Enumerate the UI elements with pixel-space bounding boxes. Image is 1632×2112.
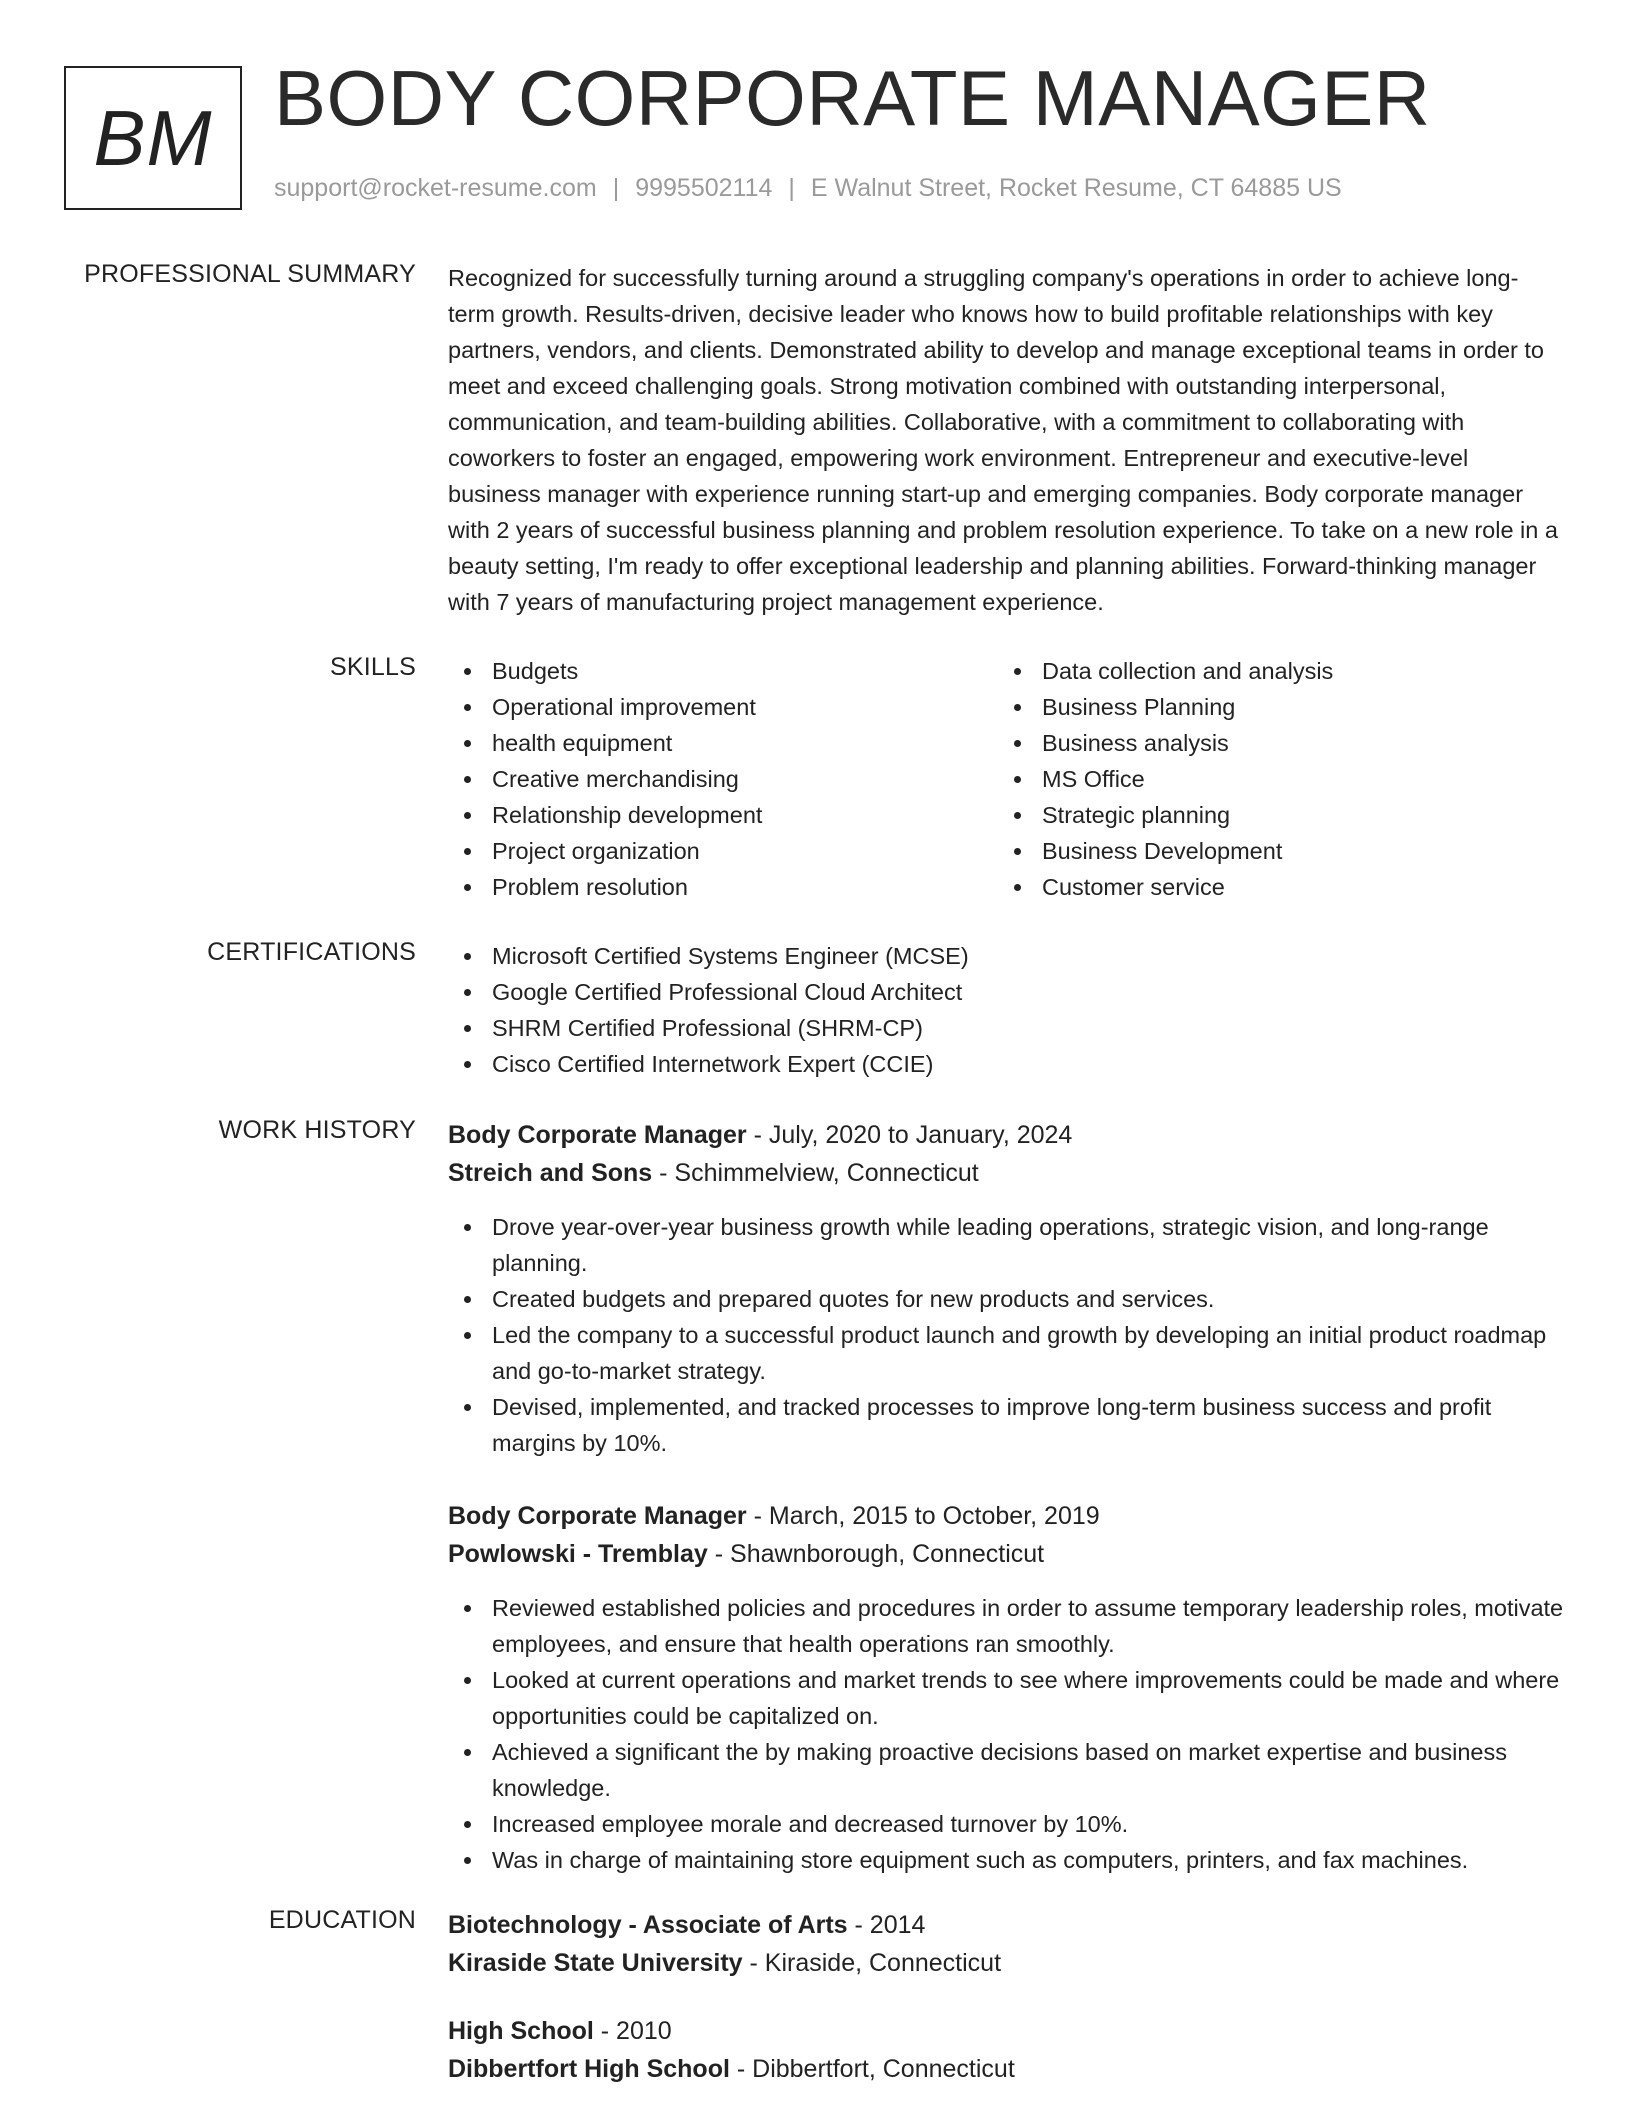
skill-item: Customer service — [998, 869, 1548, 905]
education-degree: Biotechnology - Associate of Arts — [448, 1911, 848, 1939]
skills-list-right — [998, 653, 1548, 905]
job-dates: - July, 2020 to January, 2024 — [746, 1121, 1073, 1149]
job-company: Powlowski - Tremblay — [448, 1540, 708, 1568]
skills-heading: SKILLS — [330, 653, 416, 681]
monogram-logo: BM — [64, 66, 242, 210]
skill-item: Strategic planning — [998, 797, 1548, 833]
job-title: Body Corporate Manager — [448, 1121, 747, 1149]
skill-item: Creative merchandising — [448, 761, 998, 797]
job-bullet: Increased employee morale and decreased turnover by 10%. — [448, 1806, 1564, 1842]
skill-item: Project organization — [448, 833, 998, 869]
education-location: - Kiraside, Connecticut — [742, 1949, 1002, 1977]
skill-item: Budgets — [448, 653, 998, 689]
education-degree: High School — [448, 2017, 594, 2045]
summary-heading: PROFESSIONAL SUMMARY — [84, 260, 416, 288]
education-degree-line — [448, 1906, 1564, 1944]
job-bullet: Drove year-over-year business growth while leading operations, strategic vision, and long-range planning. — [448, 1209, 1564, 1281]
job-dates: - March, 2015 to October, 2019 — [746, 1502, 1100, 1530]
contact-separator: | — [788, 174, 795, 202]
job-bullet: Was in charge of maintaining store equipment such as computers, printers, and fax machines. — [448, 1842, 1564, 1878]
job-bullets — [448, 1590, 1564, 1878]
skill-item: Operational improvement — [448, 689, 998, 725]
job-bullet: Devised, implemented, and tracked processes to improve long-term business success and profit margins by 10%. — [448, 1389, 1564, 1461]
summary-text: Recognized for successfully turning around a struggling company's operations in order to achieve long-term growth. Results-driven, decisive leader who knows how to build profitable relationships with key partners, vendors, and clients. Demonstrated ability to develop and manage exceptional teams in order to meet and exceed challenging goals. Strong motivation combined with outstanding interpersonal, communication, and team-building abilities. Collaborative, with a commitment to collaborating with coworkers to foster an engaged, empowering work environment. Entrepreneur and executive-level business manager with experience running start-up and emerging companies. Body corporate manager with 2 years of successful business planning and problem resolution experience. To take on a new role in a beauty setting, I'm ready to offer exceptional leadership and planning abilities. Forward-thinking manager with 7 years of manufacturing project management experience. — [448, 265, 1558, 615]
job-location: - Shawnborough, Connecticut — [707, 1540, 1045, 1568]
education-entry — [448, 2012, 1564, 2088]
contact-separator: | — [612, 174, 620, 202]
job-bullets — [448, 1209, 1564, 1461]
certification-item: Microsoft Certified Systems Engineer (MCSE) — [448, 938, 1564, 974]
education-entry — [448, 1906, 1564, 1982]
email-text[interactable]: support@rocket-resume.com — [274, 174, 597, 202]
certification-item: Cisco Certified Internetwork Expert (CCIE) — [448, 1046, 1564, 1082]
certifications-body — [448, 938, 1564, 1082]
skill-item: health equipment — [448, 725, 998, 761]
contact-line — [274, 174, 1342, 203]
certifications-heading: CERTIFICATIONS — [207, 938, 416, 966]
address-text: E Walnut Street, Rocket Resume, CT 64885 US — [810, 174, 1342, 202]
skill-item: Data collection and analysis — [998, 653, 1548, 689]
skill-item: Relationship development — [448, 797, 998, 833]
skill-item: Business Planning — [998, 689, 1548, 725]
job-company-line — [448, 1535, 1564, 1573]
job-bullet: Led the company to a successful product launch and growth by developing an initial product roadmap and go-to-market strategy. — [448, 1317, 1564, 1389]
job-bullet: Looked at current operations and market trends to see where improvements could be made and where opportunities could be capitalized on. — [448, 1662, 1564, 1734]
certifications-list — [448, 938, 1564, 1082]
education-year: - 2010 — [593, 2017, 672, 2045]
job-location: - Schimmelview, Connecticut — [652, 1159, 979, 1187]
work-history-heading: WORK HISTORY — [218, 1116, 416, 1144]
phone-text[interactable]: 9995502114 — [635, 174, 773, 202]
resume-title: BODY CORPORATE MANAGER — [274, 54, 1431, 142]
skills-list-left — [448, 653, 998, 905]
certification-item: SHRM Certified Professional (SHRM-CP) — [448, 1010, 1564, 1046]
education-degree-line — [448, 2012, 1564, 2050]
job-entry — [448, 1497, 1564, 1878]
job-title-line — [448, 1497, 1564, 1535]
job-title-line — [448, 1116, 1564, 1154]
education-location: - Dibbertfort, Connecticut — [729, 2055, 1015, 2083]
job-company: Streich and Sons — [448, 1159, 653, 1187]
education-year: - 2014 — [847, 1911, 926, 1939]
education-school-line — [448, 1944, 1564, 1982]
job-bullet: Created budgets and prepared quotes for new products and services. — [448, 1281, 1564, 1317]
education-school-line — [448, 2050, 1564, 2088]
education-heading: EDUCATION — [268, 1906, 416, 1934]
job-bullet: Achieved a significant the by making proactive decisions based on market expertise and business knowledge. — [448, 1734, 1564, 1806]
education-school: Kiraside State University — [448, 1949, 743, 1977]
work-history-body — [448, 1116, 1564, 1878]
job-title: Body Corporate Manager — [448, 1502, 747, 1530]
skill-item: Business analysis — [998, 725, 1548, 761]
skill-item: MS Office — [998, 761, 1548, 797]
skills-columns — [448, 653, 1564, 905]
education-body — [448, 1906, 1564, 2088]
certification-item: Google Certified Professional Cloud Architect — [448, 974, 1564, 1010]
education-school: Dibbertfort High School — [448, 2055, 730, 2083]
job-company-line — [448, 1154, 1564, 1192]
job-bullet: Reviewed established policies and procedures in order to assume temporary leadership roles, motivate employees, and ensure that health operations ran smoothly. — [448, 1590, 1564, 1662]
job-entry — [448, 1116, 1564, 1461]
skill-item: Problem resolution — [448, 869, 998, 905]
skill-item: Business Development — [998, 833, 1548, 869]
